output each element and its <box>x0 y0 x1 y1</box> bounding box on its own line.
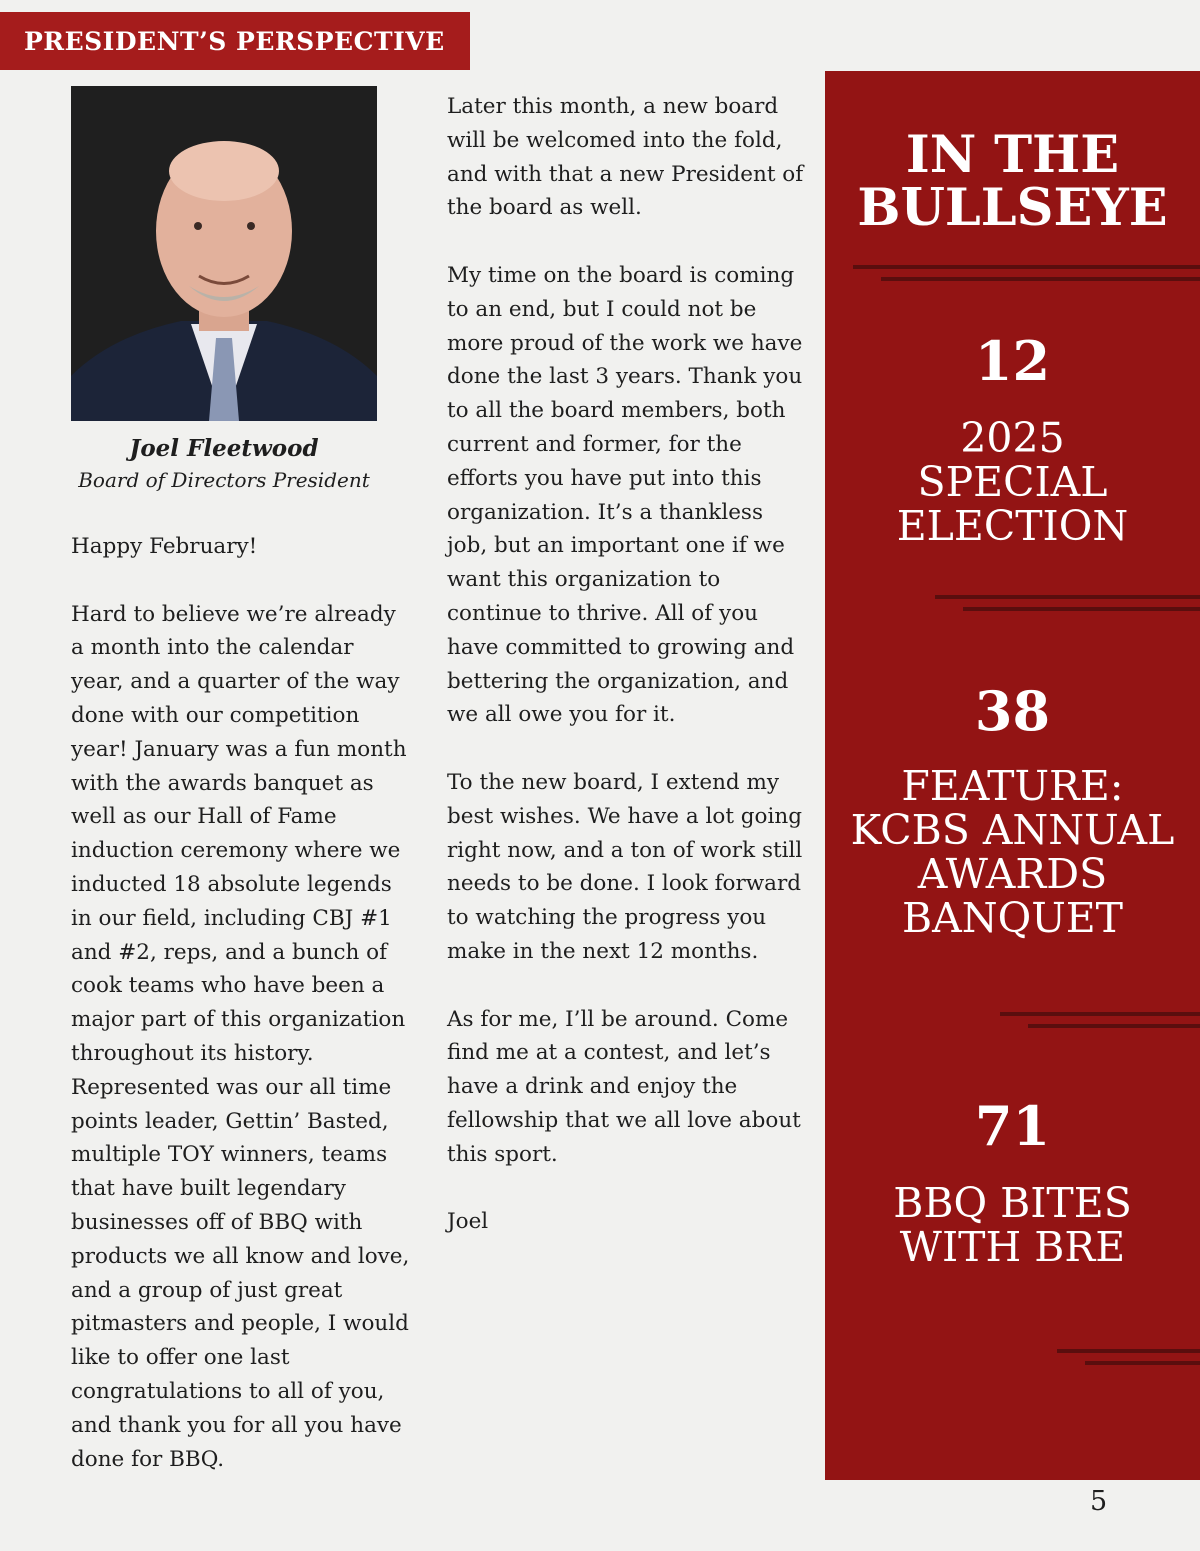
paragraph: As for me, I’ll be around. Come find me at a contest, and let’s have a drink and enjoy the fellowship that we all love about this sport. <box>447 1006 801 1167</box>
divider <box>1000 1012 1200 1016</box>
page-number: 5 <box>1090 1486 1108 1517</box>
toc-entry[interactable]: FEATURE: KCBS ANNUAL AWARDS BANQUET <box>850 762 1175 942</box>
paragraph: Later this month, a new board will be welcomed into the fold, and with that a new President of the board as well. <box>447 94 804 221</box>
divider <box>935 595 1200 599</box>
divider <box>853 265 1200 269</box>
toc-page-number: 12 <box>974 329 1051 393</box>
paragraph: To the new board, I extend my best wishes. We have a lot going right now, and a ton of work still needs to be done. I look forward to watching the progress you make in the next 12 months. <box>447 769 803 964</box>
paragraph: My time on the board is coming to an end, but I could not be more proud of the work we have done the last 3 years. Thank you to all the board members, both current and former, for the efforts you have put into this organization. It’s a thankless job, but an important one if we want this organization to continue to thrive. All of you have committed to growing and bettering the organization, and we all owe you for it. <box>447 262 803 728</box>
author-name: Joel Fleetwood <box>129 435 319 462</box>
author-portrait <box>71 86 377 421</box>
section-header-banner <box>0 12 470 70</box>
toc-page-number: 71 <box>974 1094 1051 1158</box>
author-title: Board of Directors President <box>78 468 370 492</box>
toc-entry[interactable]: 2025 SPECIAL ELECTION <box>896 414 1129 550</box>
signature: Joel <box>447 1209 489 1235</box>
in-the-bullseye-sidebar <box>825 71 1200 1480</box>
divider <box>1028 1024 1200 1028</box>
paragraph: Hard to believe we’re already a month into the calendar year, and a quarter of the way done with our competition year! January was a fun month with the awards banquet as well as our Hall of Fame induction ceremony where we inducted 18 absolute legends in our field, including CBJ #1 and #2, reps, and a bunch of cook teams who have been a major part of this organization throughout its history. Represented was our all time points leader, Gettin’ Basted, multiple TOY winners, teams that have built legendary businesses off of BBQ with products we all know and love, and a group of just great pitmasters and people, I would like to offer one last congratulations to all of you, and thank you for all you have done for BBQ. <box>71 601 410 1472</box>
section-title: PRESIDENT’S PERSPECTIVE <box>24 26 445 56</box>
divider <box>881 277 1200 281</box>
toc-page-number: 38 <box>974 679 1051 743</box>
sidebar-title: IN THE BULLSEYE <box>857 125 1168 238</box>
toc-entry[interactable]: BBQ BITES WITH BRE <box>893 1179 1132 1271</box>
divider <box>1057 1349 1200 1353</box>
author-caption <box>71 435 377 492</box>
paragraph: Happy February! <box>71 534 258 559</box>
divider <box>963 607 1200 611</box>
article-column-1 <box>71 530 411 1510</box>
divider <box>1085 1361 1200 1365</box>
article-column-2 <box>447 90 807 1273</box>
